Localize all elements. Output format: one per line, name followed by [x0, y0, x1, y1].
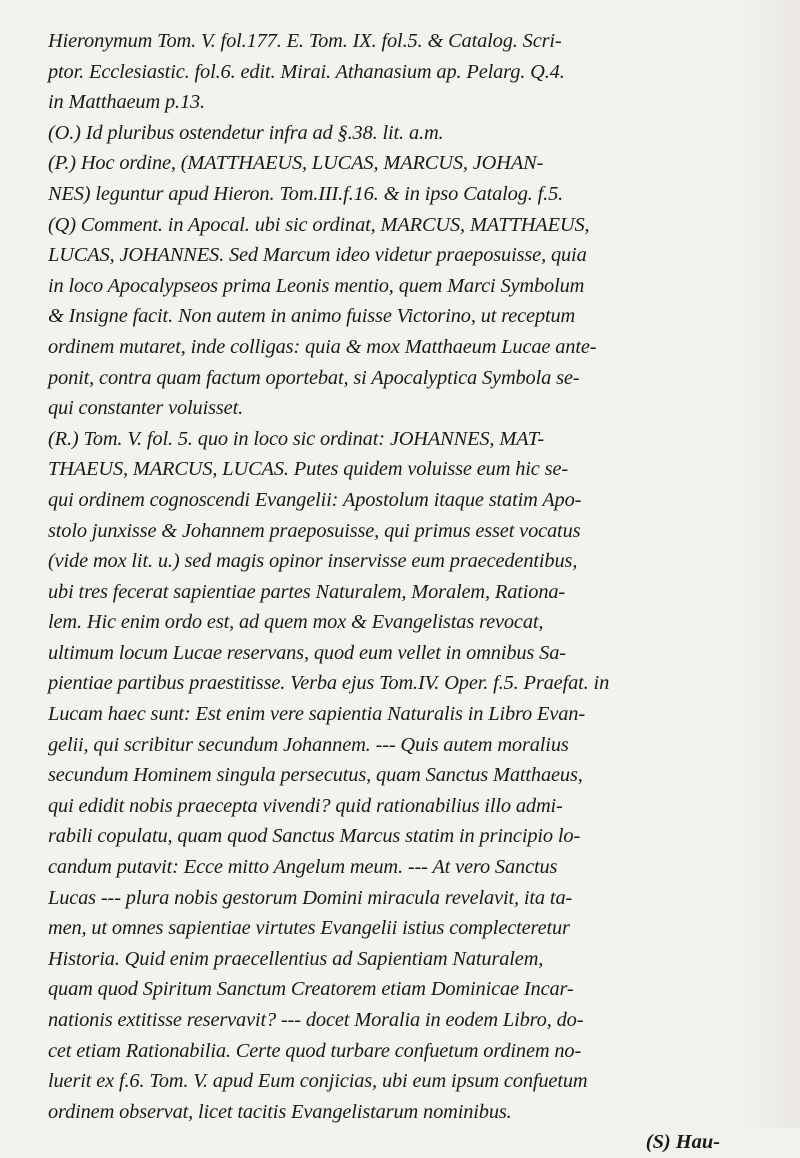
text-line: ptor. Ecclesiastic. fol.6. edit. Mirai. Athanasium ap. Pelarg. Q.4. [48, 60, 565, 83]
text-line: qui ordinem cognoscendi Evangelii: Apostolum itaque statim Apo- [48, 488, 582, 511]
text-line: qui constanter voluisset. [48, 397, 244, 420]
text-line: cet etiam Rationabilia. Certe quod turbare confuetum ordinem no- [48, 1039, 582, 1062]
text-line: ubi tres fecerat sapientiae partes Naturalem, Moralem, Rationa- [48, 580, 566, 603]
text-line: THAEUS, MARCUS, LUCAS. Putes quidem voluisse eum hic se- [48, 458, 568, 481]
footnote-text-block [48, 26, 760, 1158]
text-line: & Insigne facit. Non autem in animo fuisse Victorino, ut receptum [48, 305, 576, 328]
text-line: candum putavit: Ecce mitto Angelum meum. --- At vero Sanctus [48, 856, 558, 879]
text-line: pientiae partibus praestitisse. Verba ejus Tom.IV. Oper. f.5. Praefat. in [48, 672, 610, 695]
text-line: ordinem mutaret, inde colligas: quia & mox Matthaeum Lucae ante- [48, 335, 597, 358]
text-line: lem. Hic enim ordo est, ad quem mox & Evangelistas revocat, [48, 611, 544, 634]
text-line: Lucas --- plura nobis gestorum Domini miracula revelavit, ita ta- [48, 886, 573, 909]
text-line: Hieronymum Tom. V. fol.177. E. Tom. IX. fol.5. & Catalog. Scri- [48, 30, 562, 52]
text-line: Lucam haec sunt: Est enim vere sapientia Naturalis in Libro Evan- [48, 703, 585, 726]
text-line: (P.) Hoc ordine, (MATTHAEUS, LUCAS, MARCUS, JOHAN- [48, 152, 544, 175]
text-line: luerit ex f.6. Tom. V. apud Eum conjicias, ubi eum ipsum confuetum [48, 1070, 588, 1093]
text-line: (R.) Tom. V. fol. 5. quo in loco sic ordinat: JOHANNES, MAT- [48, 427, 545, 450]
text-line: in loco Apocalypseos prima Leonis mentio, quem Marci Symbolum [48, 274, 585, 297]
text-line: gelii, qui scribitur secundum Johannem. --- Quis autem moralius [48, 733, 569, 756]
text-line: ordinem observat, licet tacitis Evangelistarum nominibus. [48, 1100, 512, 1123]
text-line: ultimum locum Lucae reservans, quod eum vellet in omnibus Sa- [48, 641, 566, 664]
text-line: in Matthaeum p.13. [48, 91, 206, 114]
text-line: LUCAS, JOHANNES. Sed Marcum ideo videtur praeposuisse, quia [48, 244, 587, 267]
text-line: NES) leguntur apud Hieron. Tom.III.f.16. & in ipso Catalog. f.5. [48, 182, 564, 205]
text-line: nationis extitisse reservavit? --- docet Moralia in eodem Libro, do- [48, 1009, 584, 1031]
text-line: men, ut omnes sapientiae virtutes Evangelii istius complecteretur [48, 917, 570, 940]
text-line: ponit, contra quam factum oportebat, si Apocalyptica Symbola se- [48, 366, 580, 389]
text-line: stolo junxisse & Johannem praeposuisse, qui primus esset vocatus [48, 519, 581, 542]
text-line: Historia. Quid enim praecellentius ad Sapientiam Naturalem, [48, 947, 544, 970]
text-line: quam quod Spiritum Sanctum Creatorem etiam Dominicae Incar- [48, 978, 574, 1001]
text-line: secundum Hominem singula persecutus, quam Sanctus Matthaeus, [48, 764, 583, 787]
text-line: (O.) Id pluribus ostendetur infra ad §.38. lit. a.m. [48, 121, 444, 144]
text-line: rabili copulatu, quam quod Sanctus Marcus statim in principio lo- [48, 825, 581, 848]
text-line: (vide mox lit. u.) sed magis opinor inservisse eum praecedentibus, [48, 550, 578, 573]
text-line: (Q) Comment. in Apocal. ubi sic ordinat, MARCUS, MATTHAEUS, [48, 213, 590, 236]
catchword: (S) Hau- [645, 1131, 720, 1154]
text-line: qui edidit nobis praecepta vivendi? quid rationabilius illo admi- [48, 794, 563, 817]
